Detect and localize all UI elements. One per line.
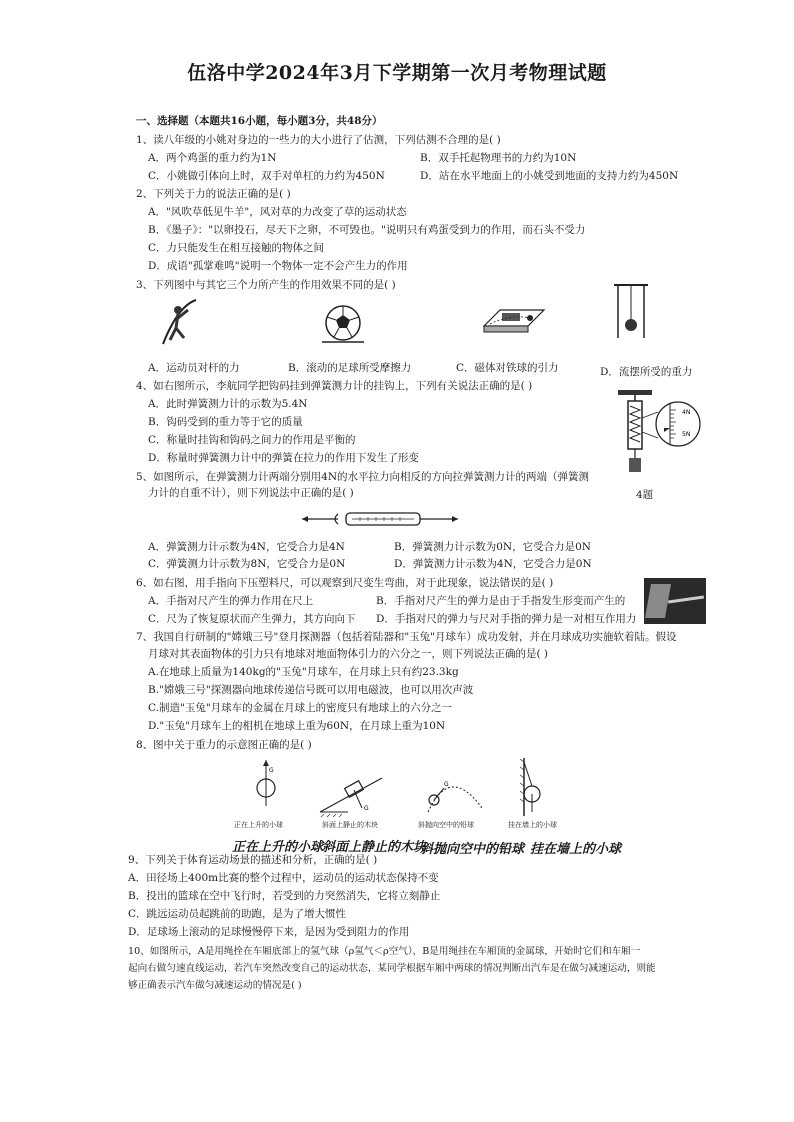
q10-stem-line2: 起向右做匀速直线运动，若汽车突然改变自己的运动状态，某同学根据车厢中两球的情况判断出汽车是在做匀减速运动，则能 (128, 963, 656, 974)
q8-handwritten-a: 正在上升的小球 (232, 840, 324, 855)
q5-option-c: C．弹簧测力计示数为8N，它受合力是0N (148, 558, 346, 570)
diagram-a-g-label: G (269, 767, 274, 774)
q8-caption-b: 斜面上静止的木块 (322, 821, 378, 829)
q5-option-d: D．弹簧测力计示数为4N，它受合力是0N (394, 558, 592, 570)
ball-on-wall-diagram (510, 756, 550, 818)
exam-title: 伍洛中学2024年3月下学期第一次月考物理试题 (187, 62, 607, 84)
ruler-bending-photo (644, 578, 706, 624)
q2-option-b: B．《墨子》："以卵投石，尽天下之卵，不可毁也。"说明只有鸡蛋受到力的作用，而石头不受力 (148, 224, 586, 236)
section-heading: 一、选择题（本题共16小题，每小题3分，共48分） (136, 115, 383, 127)
q3-option-d: D．流摆所受的重力 (600, 366, 693, 378)
q4-option-a: A．此时弹簧测力计的示数为5.4N (148, 398, 308, 410)
q2-option-d: D．成语"孤掌难鸣"说明一个物体一定不会产生力的作用 (148, 260, 408, 272)
scale-5n-label: 5N (682, 431, 691, 438)
q6-option-c: C．尺为了恢复原状而产生弹力，其方向向下 (148, 613, 356, 625)
q6-option-a: A．手指对尺产生的弹力作用在尺上 (148, 595, 314, 607)
q3-stem: 3、下列图中与其它三个力所产生的作用效果不同的是( ) (136, 279, 396, 291)
q7-option-c: C.制造"玉兔"月球车的金属在月球上的密度只有地球上的六分之一 (148, 702, 453, 714)
q5-stem-line2: 力计的自重不计），则下列说法中正确的是( ) (148, 487, 354, 499)
q4-figure-label: 4题 (636, 489, 654, 501)
q8-caption-a: 正在上升的小球 (234, 821, 283, 829)
q4-option-d: D．称量时弹簧测力计中的弹簧在拉力的作用下发生了形变 (148, 452, 419, 464)
spring-scale-figure (618, 388, 704, 484)
scale-4n-label: 4N (682, 409, 691, 416)
q1-option-b: B．双手托起物理书的力约为10N (420, 152, 577, 164)
diagram-b-g-label: G (364, 805, 369, 812)
q3-option-a: A．运动员对杆的力 (148, 362, 240, 374)
q1-option-d: D．站在水平地面上的小姚受到地面的支持力约为450N (420, 170, 679, 182)
q8-caption-d: 挂在墙上的小球 (508, 821, 557, 829)
q5-stem-line1: 5、如图所示，在弹簧测力计两端分别用4N的水平拉力向相反的方向拉弹簧测力计的两端（弹簧测 (136, 471, 590, 483)
soccer-ball-figure (322, 303, 364, 347)
q5-option-b: B．弹簧测力计示数为0N，它受合力是0N (394, 541, 591, 553)
thrown-shot-diagram (420, 772, 490, 816)
q1-stem: 1、读八年级的小姚对身边的一些力的大小进行了估测，下列估测不合理的是( ) (136, 134, 501, 146)
diagram-c-g-label: G (444, 781, 449, 788)
q6-option-b: B．手指对尺产生的弹力是由于手指发生形变而产生的 (376, 595, 626, 607)
q8-stem: 8、图中关于重力的示意图正确的是( ) (136, 739, 312, 751)
q2-option-a: A．"风吹草低见牛羊"，风对草的力改变了草的运动状态 (148, 206, 407, 218)
horizontal-spring-scale-figure (300, 508, 460, 530)
q5-option-a: A．弹簧测力计示数为4N，它受合力是4N (148, 541, 345, 553)
q10-stem-line1: 10、如图所示，A是用绳拴在车厢底部上的氢气球（ρ氢气＜ρ空气），B是用绳挂在车厢顶的金属球，开始时它们和车厢一 (128, 946, 641, 957)
q10-stem-line3: 够正确表示汽车做匀减速运动的情况是( ) (128, 980, 302, 991)
q2-stem: 2、下列关于力的说法正确的是( ) (136, 188, 291, 200)
q4-option-b: B．钩码受到的重力等于它的质量 (148, 416, 303, 428)
pole-vaulter-figure (158, 296, 208, 348)
q3-option-c: C．磁体对铁球的引力 (456, 362, 559, 374)
q2-option-c: C．力只能发生在相互接触的物体之间 (148, 242, 325, 254)
q7-option-d: D."玉兔"月球车上的相机在地球上重为60N，在月球上重为10N (148, 720, 446, 732)
q7-option-a: A.在地球上质量为140kg的"玉兔"月球车，在月球上只有约23.3kg (148, 666, 459, 678)
q9-option-b: B．投出的篮球在空中飞行时，若受到的力突然消失，它将立刻静止 (128, 890, 441, 902)
q8-handwritten-b: 斜面上静止的木块 (322, 840, 427, 855)
q9-option-c: C．跳远运动员起跳前的助跑，是为了增大惯性 (128, 908, 347, 920)
q1-option-c: C．小姚做引体向上时，双手对单杠的力约为450N (148, 170, 385, 182)
magnet-ball-figure (480, 300, 548, 340)
q4-stem: 4、如右图所示，李航同学把钩码挂到弹簧测力计的挂钩上，下列有关说法正确的是( ) (136, 380, 533, 392)
q1-option-a: A．两个鸡蛋的重力约为1N (148, 152, 277, 164)
q4-option-c: C．称量时挂钩和钩码之间力的作用是平衡的 (148, 434, 356, 446)
q8-handwritten-c: 斜抛向空中的铅球 (420, 842, 525, 857)
q7-option-b: B."嫦娥三号"探测器向地球传递信号既可以用电磁波，也可以用次声波 (148, 684, 474, 696)
q3-option-b: B．滚动的足球所受摩擦力 (288, 362, 412, 374)
q6-stem: 6、如右图，用手指向下压塑料尺，可以观察到尺变生弯曲，对于此现象，说法错误的是( ) (136, 577, 554, 589)
q8-caption-c: 斜抛向空中的铅球 (418, 821, 474, 829)
q8-handwritten-d: 挂在墙上的小球 (530, 842, 622, 857)
rising-ball-diagram (246, 758, 286, 816)
q7-stem-line2: 月球对其表面物体的引力只有地球对地面物体引力的六分之一，则下列说法正确的是( ) (148, 648, 549, 660)
pendulum-figure (612, 282, 650, 344)
q9-option-d: D．足球场上滚动的足球慢慢停下来，是因为受到阻力的作用 (128, 926, 410, 938)
q7-stem-line1: 7、我国自行研制的"嫦娥三号"登月探测器（包括着陆器和"玉兔"月球车）成功发射，并在月球成功实施软着陆。假设 (136, 631, 677, 643)
block-on-incline-diagram (318, 770, 384, 816)
q9-option-a: A．田径场上400m比赛的整个过程中，运动员的运动状态保持不变 (128, 872, 439, 884)
q9-stem: 9、下列关于体育运动场景的描述和分析，正确的是( ) (128, 854, 378, 866)
q6-option-d: D．手指对尺的弹力与尺对手指的弹力是一对相互作用力 (376, 613, 637, 625)
